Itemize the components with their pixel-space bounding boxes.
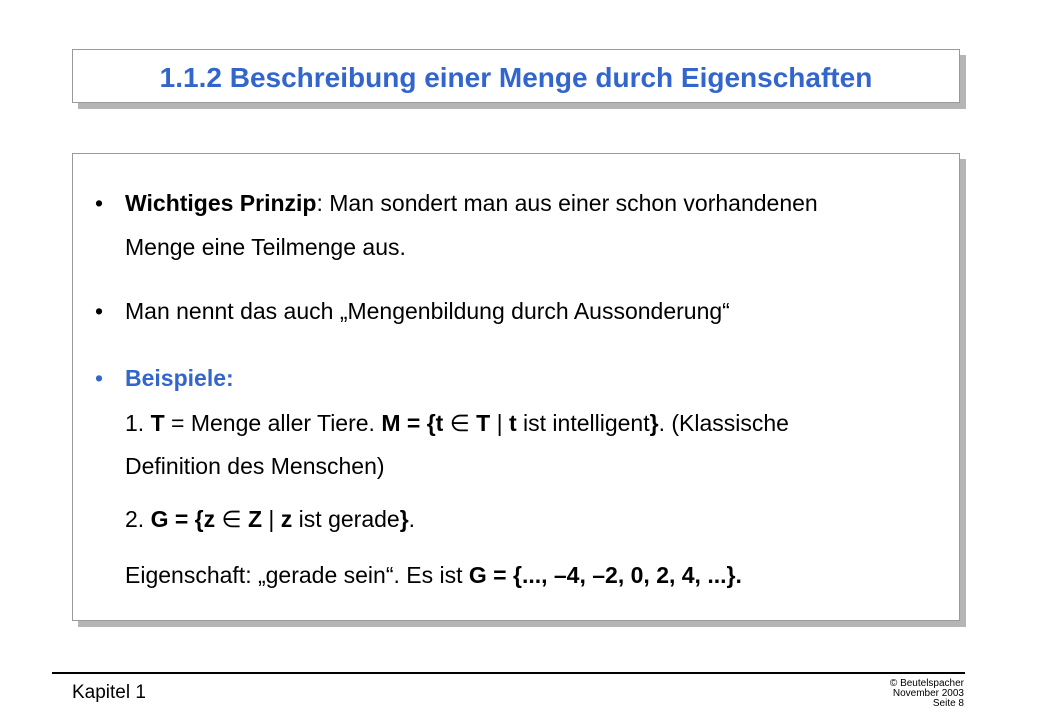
- element-of-symbol: ∈: [449, 410, 470, 436]
- footer-page: Seite 8: [932, 698, 964, 709]
- footer-divider: [52, 672, 965, 674]
- content-box: • Wichtiges Prinzip: Man sondert man aus einer schon vorhandenen Menge eine Teilmenge aus. • Man nennt das auch „Mengenbildung durch Aussonderung“ • Beispiele: 1. T = Menge aller Tiere. M = {t ∈ T | t ist intelligent}. (Klassische Definition des Menschen) 2. G = {z ∈ Z | z ist gerade}. Eigenschaft: „gerade sein“. Es ist G = {..., –4, –2, 0, 2, 4, ...}.: [72, 153, 960, 621]
- bullet-icon: •: [95, 190, 104, 216]
- principle-text: : Man sondert man aus einer schon vorhandenen: [316, 190, 818, 216]
- footer-chapter: Kapitel 1: [72, 682, 146, 703]
- bullet-icon: •: [95, 298, 104, 324]
- examples-heading: Beispiele:: [125, 365, 234, 391]
- title-box: [72, 49, 960, 103]
- footer-copyright: © Beutelspacher: [889, 678, 964, 689]
- set-m-open: M = {t: [381, 410, 450, 436]
- set-g-listing: G = {..., –4, –2, 0, 2, 4, ...}.: [468, 562, 742, 588]
- aussonderung-text: Man nennt das auch „Mengenbildung durch Aussonderung“: [125, 298, 730, 324]
- principle-label: Wichtiges Prinzip: [125, 190, 317, 216]
- bar-symbol: |: [268, 506, 275, 532]
- footer-date: November 2003: [892, 688, 964, 699]
- footer-info: [890, 679, 964, 709]
- bullet-icon: •: [95, 365, 104, 391]
- bar-symbol: |: [496, 410, 503, 436]
- slide-title: 1.1.2 Beschreibung einer Menge durch Eigenschaften: [159, 62, 873, 93]
- element-of-symbol: ∈: [221, 506, 242, 532]
- set-g-open: G = {z: [150, 506, 222, 532]
- principle-text-line2: Menge eine Teilmenge aus.: [125, 234, 406, 260]
